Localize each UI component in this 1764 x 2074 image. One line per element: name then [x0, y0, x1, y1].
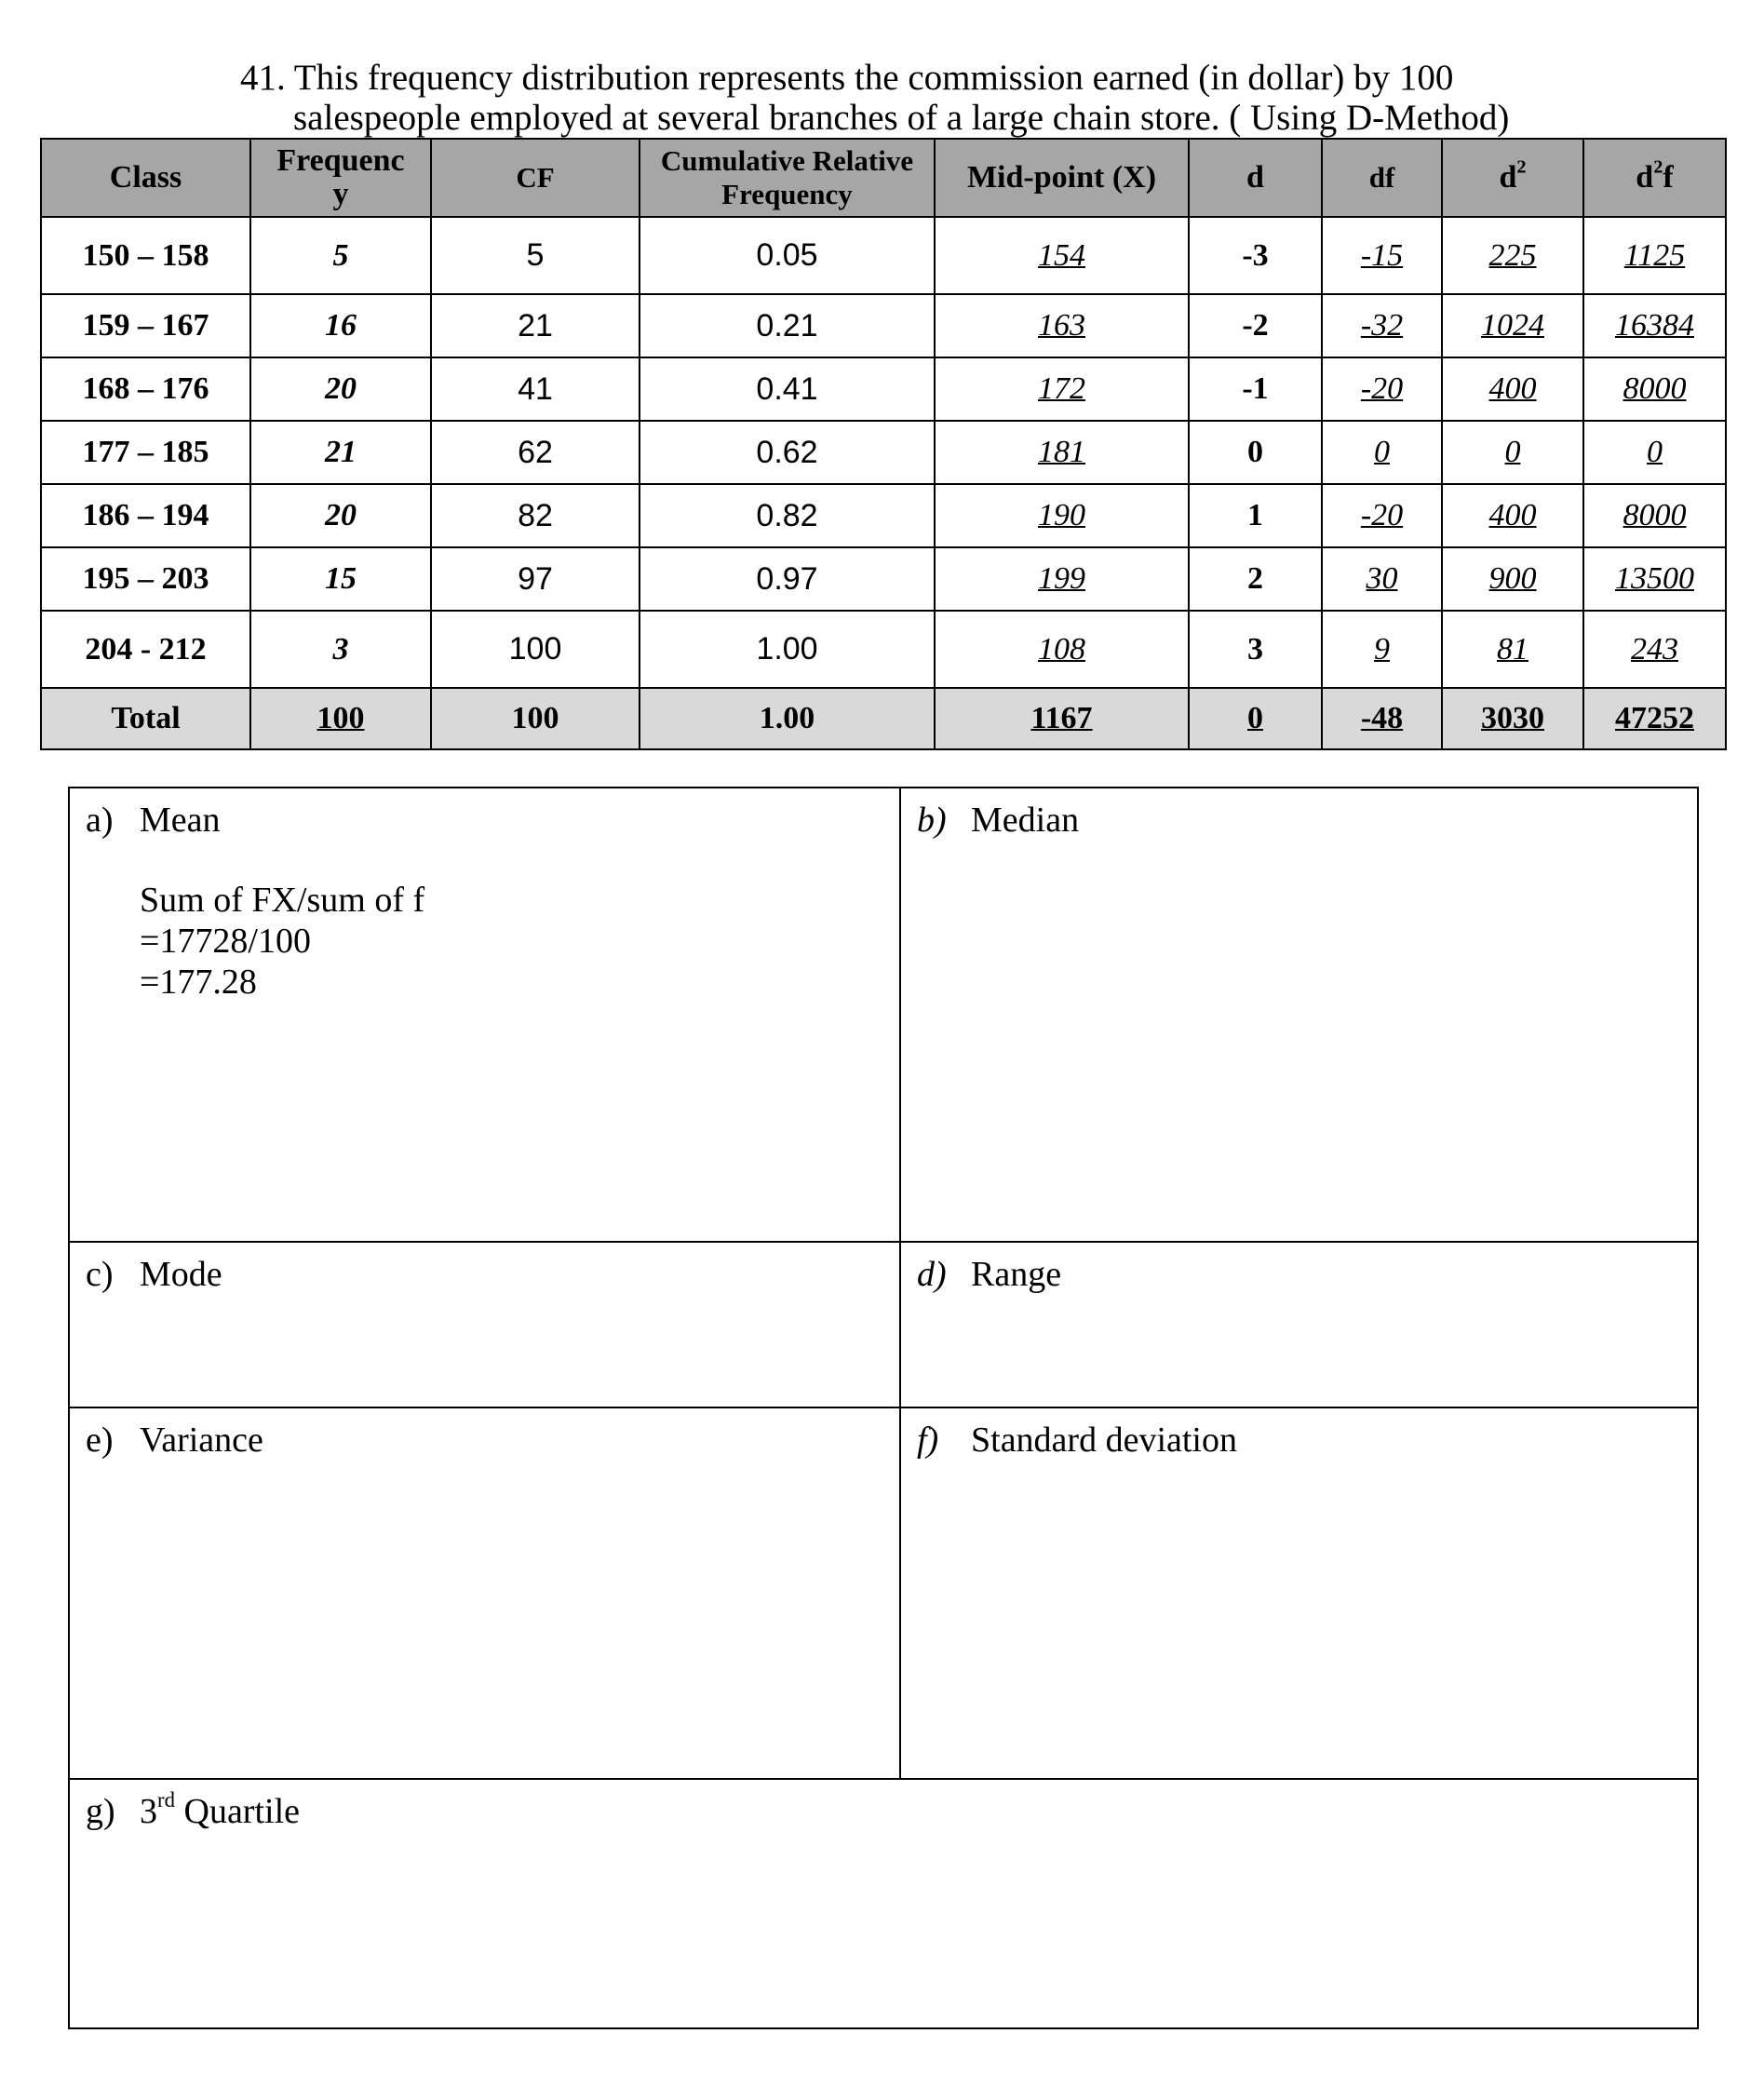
- total-cf: 100: [431, 688, 640, 749]
- cell-df: -20: [1322, 484, 1442, 547]
- cell-d-squared-f: 8000: [1583, 357, 1726, 421]
- cell-frequency: 20: [250, 484, 431, 547]
- frequency-distribution-table: [40, 138, 1727, 750]
- cell-d: 0: [1189, 421, 1322, 484]
- answer-title-mean: Mean: [140, 801, 221, 840]
- answer-letter: f): [917, 1421, 939, 1460]
- answer-letter: b): [917, 801, 947, 840]
- table-row: [41, 421, 1726, 484]
- answer-letter: g): [86, 1792, 115, 1831]
- cell-d: -1: [1189, 357, 1322, 421]
- cell-d-squared: 81: [1442, 611, 1583, 688]
- cell-d-squared: 225: [1442, 217, 1583, 294]
- table-row: [41, 217, 1726, 294]
- cell-d-squared-f: 243: [1583, 611, 1726, 688]
- total-d-squared-f: 47252: [1583, 688, 1726, 749]
- cell-midpoint: 190: [935, 484, 1189, 547]
- answer-box-range[interactable]: [899, 1241, 1699, 1408]
- header-df: df: [1322, 139, 1442, 217]
- table-row: [41, 484, 1726, 547]
- answer-letter: d): [917, 1255, 947, 1294]
- answer-box-standard-deviation[interactable]: [899, 1407, 1699, 1780]
- answer-title-variance: Variance: [140, 1421, 263, 1460]
- cell-frequency: 16: [250, 294, 431, 357]
- cell-df: 9: [1322, 611, 1442, 688]
- cell-df: 30: [1322, 547, 1442, 611]
- cell-d-squared: 0: [1442, 421, 1583, 484]
- total-crf: 1.00: [640, 688, 935, 749]
- cell-class: 204 - 212: [41, 611, 250, 688]
- question-heading: [240, 58, 1636, 138]
- header-cumulative-relative-frequency: Cumulative Relative Frequency: [640, 139, 935, 217]
- cell-class: 168 – 176: [41, 357, 250, 421]
- question-number: 41.: [240, 58, 286, 98]
- header-d: d: [1189, 139, 1322, 217]
- answer-box-mode[interactable]: [68, 1241, 901, 1408]
- cell-crf: 1.00: [640, 611, 935, 688]
- cell-d-squared-f: 1125: [1583, 217, 1726, 294]
- cell-frequency: 21: [250, 421, 431, 484]
- header-d-squared: $d^2$: [1442, 139, 1583, 217]
- cell-cf: 97: [431, 547, 640, 611]
- cell-midpoint: 108: [935, 611, 1189, 688]
- header-class: Class: [41, 139, 250, 217]
- total-d: 0: [1189, 688, 1322, 749]
- cell-class: 186 – 194: [41, 484, 250, 547]
- question-text-line1: This frequency distribution represents the commission earned (in dollar) by 100: [293, 58, 1454, 98]
- cell-class: 195 – 203: [41, 547, 250, 611]
- cell-d-squared: 400: [1442, 357, 1583, 421]
- table-row: [41, 547, 1726, 611]
- question-text-line2: salespeople employed at several branches of a large chain store. ( Using D-Method): [293, 98, 1510, 138]
- cell-d-squared-f: 16384: [1583, 294, 1726, 357]
- cell-midpoint: 172: [935, 357, 1189, 421]
- cell-crf: 0.62: [640, 421, 935, 484]
- table-row: [41, 357, 1726, 421]
- table-row: [41, 294, 1726, 357]
- cell-cf: 82: [431, 484, 640, 547]
- cell-d-squared-f: 8000: [1583, 484, 1726, 547]
- cell-d: -2: [1189, 294, 1322, 357]
- cell-df: -20: [1322, 357, 1442, 421]
- answer-box-third-quartile[interactable]: [68, 1778, 1699, 2029]
- table-total-row: [41, 688, 1726, 749]
- answer-title-standard-deviation: Standard deviation: [971, 1421, 1237, 1460]
- total-frequency: 100: [250, 688, 431, 749]
- answer-title-mode: Mode: [140, 1255, 222, 1294]
- mean-work-line: Sum of FX/sum of f: [140, 881, 425, 920]
- cell-cf: 100: [431, 611, 640, 688]
- mean-work-line: =17728/100: [140, 922, 311, 961]
- total-df: -48: [1322, 688, 1442, 749]
- cell-crf: 0.21: [640, 294, 935, 357]
- cell-midpoint: 154: [935, 217, 1189, 294]
- cell-d-squared: 900: [1442, 547, 1583, 611]
- total-midpoint: 1167: [935, 688, 1189, 749]
- answer-box-median[interactable]: [899, 787, 1699, 1243]
- header-midpoint: Mid-point (X): [935, 139, 1189, 217]
- answer-box-mean[interactable]: [68, 787, 901, 1243]
- answer-title-third-quartile: 3rd Quartile: [140, 1787, 301, 1831]
- cell-frequency: 20: [250, 357, 431, 421]
- mean-work-line: =177.28: [140, 963, 257, 1002]
- cell-midpoint: 163: [935, 294, 1189, 357]
- total-d-squared: 3030: [1442, 688, 1583, 749]
- cell-midpoint: 199: [935, 547, 1189, 611]
- cell-crf: 0.05: [640, 217, 935, 294]
- table-header-row: [41, 139, 1726, 217]
- cell-d-squared: 400: [1442, 484, 1583, 547]
- cell-midpoint: 181: [935, 421, 1189, 484]
- cell-crf: 0.97: [640, 547, 935, 611]
- cell-cf: 41: [431, 357, 640, 421]
- cell-crf: 0.41: [640, 357, 935, 421]
- cell-frequency: 5: [250, 217, 431, 294]
- header-cf: CF: [431, 139, 640, 217]
- total-label: Total: [41, 688, 250, 749]
- cell-frequency: 15: [250, 547, 431, 611]
- cell-crf: 0.82: [640, 484, 935, 547]
- answer-letter: e): [86, 1421, 114, 1460]
- cell-d-squared-f: 0: [1583, 421, 1726, 484]
- mean-working: [140, 880, 424, 1003]
- header-frequency: Frequenc y: [250, 139, 431, 217]
- cell-cf: 5: [431, 217, 640, 294]
- cell-class: 150 – 158: [41, 217, 250, 294]
- cell-d: -3: [1189, 217, 1322, 294]
- cell-class: 159 – 167: [41, 294, 250, 357]
- cell-cf: 21: [431, 294, 640, 357]
- cell-d-squared-f: 13500: [1583, 547, 1726, 611]
- cell-d: 3: [1189, 611, 1322, 688]
- cell-d: 1: [1189, 484, 1322, 547]
- answer-title-range: Range: [971, 1255, 1062, 1294]
- table-row: [41, 611, 1726, 688]
- cell-df: -32: [1322, 294, 1442, 357]
- cell-d-squared: 1024: [1442, 294, 1583, 357]
- cell-d: 2: [1189, 547, 1322, 611]
- cell-df: -15: [1322, 217, 1442, 294]
- cell-class: 177 – 185: [41, 421, 250, 484]
- answer-letter: c): [86, 1255, 114, 1294]
- cell-df: 0: [1322, 421, 1442, 484]
- cell-cf: 62: [431, 421, 640, 484]
- answer-title-median: Median: [971, 801, 1080, 840]
- answer-letter: a): [86, 801, 114, 840]
- answer-box-variance[interactable]: [68, 1407, 901, 1780]
- header-d-squared-f: $d^2f$: [1583, 139, 1726, 217]
- cell-frequency: 3: [250, 611, 431, 688]
